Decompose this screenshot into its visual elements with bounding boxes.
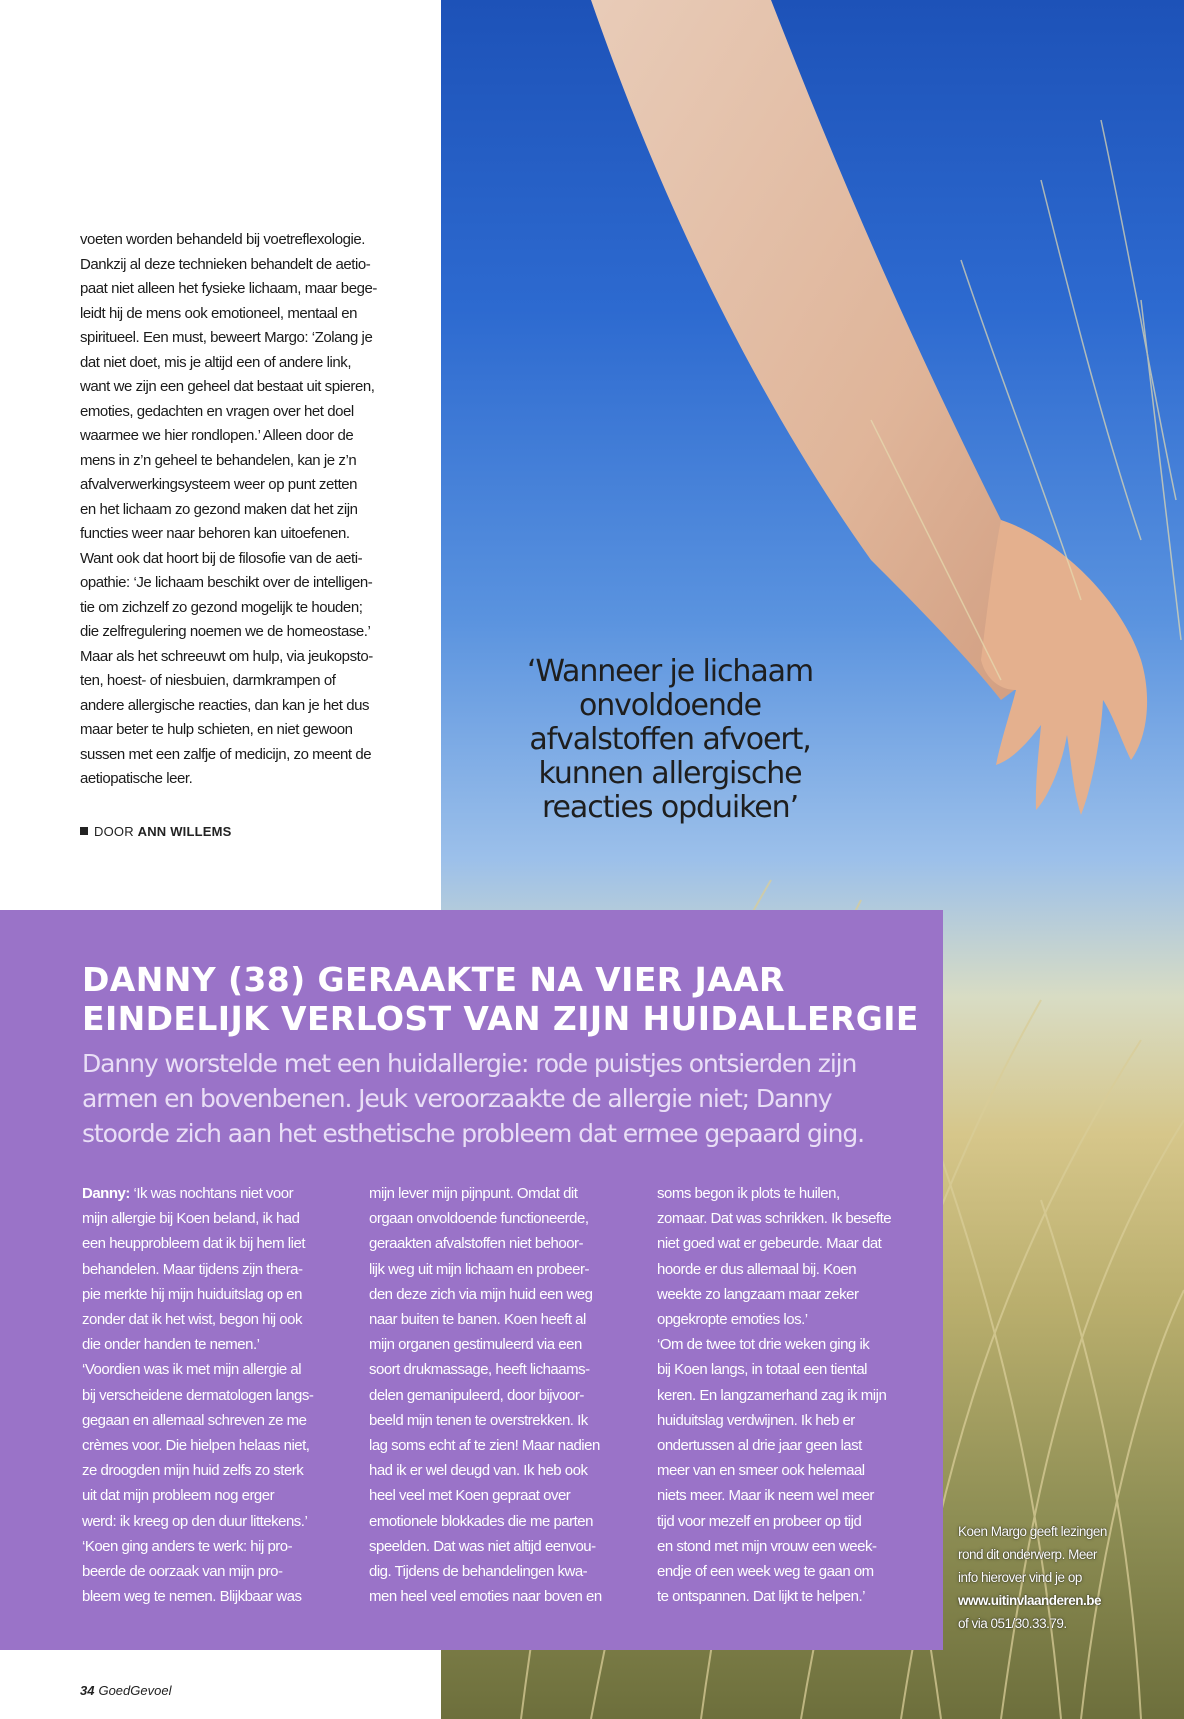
text-line: die zelfregulering noemen we de homeostase.’ [80, 623, 371, 640]
magazine-name: GoedGevoel [98, 1683, 172, 1698]
text-line: crèmes voor. Die hielpen helaas niet, [82, 1437, 310, 1455]
text-line: meer van en smeer ook helemaal [657, 1462, 865, 1480]
text-line: naar buiten te banen. Koen heeft al [369, 1311, 586, 1329]
text-line: en stond met mijn vrouw een week- [657, 1537, 877, 1555]
text-line [82, 1181, 352, 1206]
text-line: delen gemanipuleerd, door bijvoor- [369, 1386, 584, 1404]
text-line: zonder dat ik het wist, begon hij ook [82, 1311, 302, 1329]
info-line: info hierover vind je op [958, 1570, 1082, 1585]
headline-line: DANNY (38) GERAAKTE NA VIER JAAR [82, 960, 785, 999]
text-line: opathie: ‘Je lichaam beschikt over de intelligen- [80, 574, 373, 591]
info-line: rond dit onderwerp. Meer [958, 1547, 1097, 1562]
text-line: ten, hoest- of niesbuien, darmkrampen of [80, 672, 336, 689]
pull-quote-line: afvalstoffen afvoert, [529, 722, 811, 757]
text-line: beerde de oorzaak van mijn pro- [82, 1563, 283, 1581]
headline-line: EINDELIJK VERLOST VAN ZIJN HUIDALLERGIE [82, 999, 919, 1038]
pull-quote-line: ‘Wanneer je lichaam [526, 654, 814, 689]
text-line: bij Koen langs, in totaal een tiental [657, 1361, 867, 1379]
text-line: aetiopatische leer. [80, 770, 193, 787]
text-line: had ik er wel deugd van. Ik heb ook [369, 1462, 588, 1480]
text-line: functies weer naar behoren kan uitoefenen. [80, 525, 350, 542]
text-line: bij verscheidene dermatologen langs- [82, 1386, 314, 1404]
square-bullet-icon [80, 827, 88, 835]
intro-line: armen en bovenbenen. Jeuk veroorzaakte de allergie niet; Danny [82, 1084, 832, 1113]
box-column-3 [657, 1181, 927, 1609]
pull-quote-line: onvoldoende [578, 688, 762, 723]
info-website-link[interactable]: www.uitinvlaanderen.be [958, 1593, 1102, 1608]
text-line: heel veel met Koen gepraat over [369, 1487, 571, 1505]
text-line: want we zijn een geheel dat bestaat uit spieren, [80, 378, 375, 395]
intro-line: Danny worstelde met een huidallergie: rode puistjes ontsierden zijn [82, 1049, 857, 1078]
text-line: mijn allergie bij Koen beland, ik had [82, 1210, 300, 1228]
box-intro [82, 1046, 942, 1151]
text-line: sussen met een zalfje of medicijn, zo meent de [80, 745, 372, 763]
pull-quote [500, 655, 840, 825]
text-line: ‘Voordien was ik met mijn allergie al [82, 1361, 302, 1379]
text-line: Dankzij al deze technieken behandelt de aetio- [80, 255, 371, 273]
text-line: geraakten afvalstoffen niet behoor- [369, 1235, 584, 1253]
text-line: een heupprobleem dat ik bij hem liet [82, 1235, 305, 1253]
box-headline [82, 960, 922, 1038]
info-phone: of via 051/30.33.79. [958, 1616, 1067, 1631]
pull-quote-line: reacties opduiken’ [541, 790, 799, 825]
text-line: ondertussen al drie jaar geen last [657, 1437, 862, 1455]
text-line: emoties, gedachten en vragen over het doel [80, 402, 354, 420]
text-line: bleem weg te nemen. Blijkbaar was [82, 1588, 302, 1606]
text-line: soort drukmassage, heeft lichaams- [369, 1361, 590, 1379]
byline-prefix: DOOR [94, 824, 134, 839]
text-line: te ontspannen. Dat lijkt te helpen.’ [657, 1588, 865, 1606]
text-line: hoorde er dus allemaal bij. Koen [657, 1260, 857, 1278]
text-line: dig. Tijdens de behandelingen kwa- [369, 1563, 588, 1581]
box-column-2 [369, 1181, 639, 1609]
text-line: ‘Koen ging anders te werk: hij pro- [82, 1537, 293, 1555]
text-line: niets meer. Maar ik neem wel meer [657, 1487, 874, 1505]
page-footer [80, 1683, 171, 1698]
text-line: den deze zich via mijn huid een weg [369, 1285, 593, 1303]
text-line: afvalverwerkingsysteem weer op punt zetten [80, 476, 358, 493]
text-line: behandelen. Maar tijdens zijn thera- [82, 1260, 303, 1278]
info-line: Koen Margo geeft lezingen [958, 1524, 1107, 1539]
text-line: zomaar. Dat was schrikken. Ik besefte [657, 1210, 892, 1228]
text-line: paat niet alleen het fysieke lichaam, maar bege- [80, 280, 377, 297]
text-line: die onder handen te nemen.’ [82, 1336, 260, 1354]
text-line: keren. En langzamerhand zag ik mijn [657, 1386, 887, 1404]
speaker-label: Danny: [82, 1185, 130, 1202]
text-line: maar beter te hulp schieten, en niet gewoon [80, 721, 353, 738]
text-line: orgaan onvoldoende functioneerde, [369, 1210, 589, 1228]
text-line: ze droogden mijn huid zelfs zo sterk [82, 1462, 304, 1480]
info-note [958, 1520, 1158, 1635]
text-line: mijn organen gestimuleerd via een [369, 1336, 582, 1354]
text-line: opgekropte emoties los.’ [657, 1311, 808, 1329]
text-line: soms begon ik plots te huilen, [657, 1185, 840, 1202]
text-line: lag soms echt af te zien! Maar nadien [369, 1437, 600, 1455]
text-line: tie om zichzelf zo gezond mogelijk te houden; [80, 598, 363, 616]
text-line: gegaan en allemaal schreven ze me [82, 1411, 307, 1429]
text-line: Want ook dat hoort bij de filosofie van de aeti- [80, 549, 363, 567]
body-text-left [80, 228, 415, 792]
byline [80, 824, 232, 839]
text-line: niet goed wat er gebeurde. Maar dat [657, 1235, 882, 1253]
text-line: huiduitslag verdwijnen. Ik heb er [657, 1411, 855, 1429]
text-line: men heel veel emoties naar boven en [369, 1588, 602, 1606]
text-line: Maar als het schreeuwt om hulp, via jeukopsto- [80, 647, 373, 665]
text-line: waarmee we hier rondlopen.’ Alleen door de [80, 427, 354, 444]
text-line: spiritueel. Een must, beweert Margo: ‘Zolang je [80, 329, 373, 346]
text-line: mens in z’n geheel te behandelen, kan je z’n [80, 451, 357, 469]
text-line: andere allergische reacties, dan kan je het dus [80, 696, 370, 714]
page-number: 34 [80, 1683, 95, 1698]
text-line: leidt hij de mens ook emotioneel, mentaal en [80, 304, 358, 322]
text-line: beeld mijn tenen te overstrekken. Ik [369, 1411, 588, 1429]
text-line: weekte zo langzaam maar zeker [657, 1285, 859, 1303]
pull-quote-line: kunnen allergische [538, 756, 802, 791]
text-line: pie merkte hij mijn huiduitslag op en [82, 1285, 302, 1303]
text-line-rest: ‘Ik was nochtans niet voor [129, 1185, 294, 1202]
text-line: en het lichaam zo gezond maken dat het zijn [80, 500, 358, 518]
box-column-1 [82, 1181, 352, 1609]
text-line: emotionele blokkades die me parten [369, 1512, 593, 1530]
text-line: werd: ik kreeg op den duur littekens.’ [82, 1512, 308, 1530]
byline-author: ANN WILLEMS [137, 824, 232, 839]
text-line: voeten worden behandeld bij voetreflexologie. [80, 231, 365, 248]
text-line: dat niet doet, mis je altijd een of andere link, [80, 353, 352, 371]
text-line: ‘Om de twee tot drie weken ging ik [657, 1336, 870, 1354]
text-line: tijd voor mezelf en probeer op tijd [657, 1512, 862, 1530]
text-line: lijk weg uit mijn lichaam en probeer- [369, 1260, 589, 1278]
text-line: speelden. Dat was niet altijd eenvou- [369, 1537, 596, 1555]
text-line: uit dat mijn probleem nog erger [82, 1487, 275, 1505]
intro-line: stoorde zich aan het esthetische probleem dat ermee gepaard ging. [82, 1119, 864, 1148]
text-line: endje of een week weg te gaan om [657, 1563, 874, 1581]
text-line: mijn lever mijn pijnpunt. Omdat dit [369, 1185, 578, 1202]
